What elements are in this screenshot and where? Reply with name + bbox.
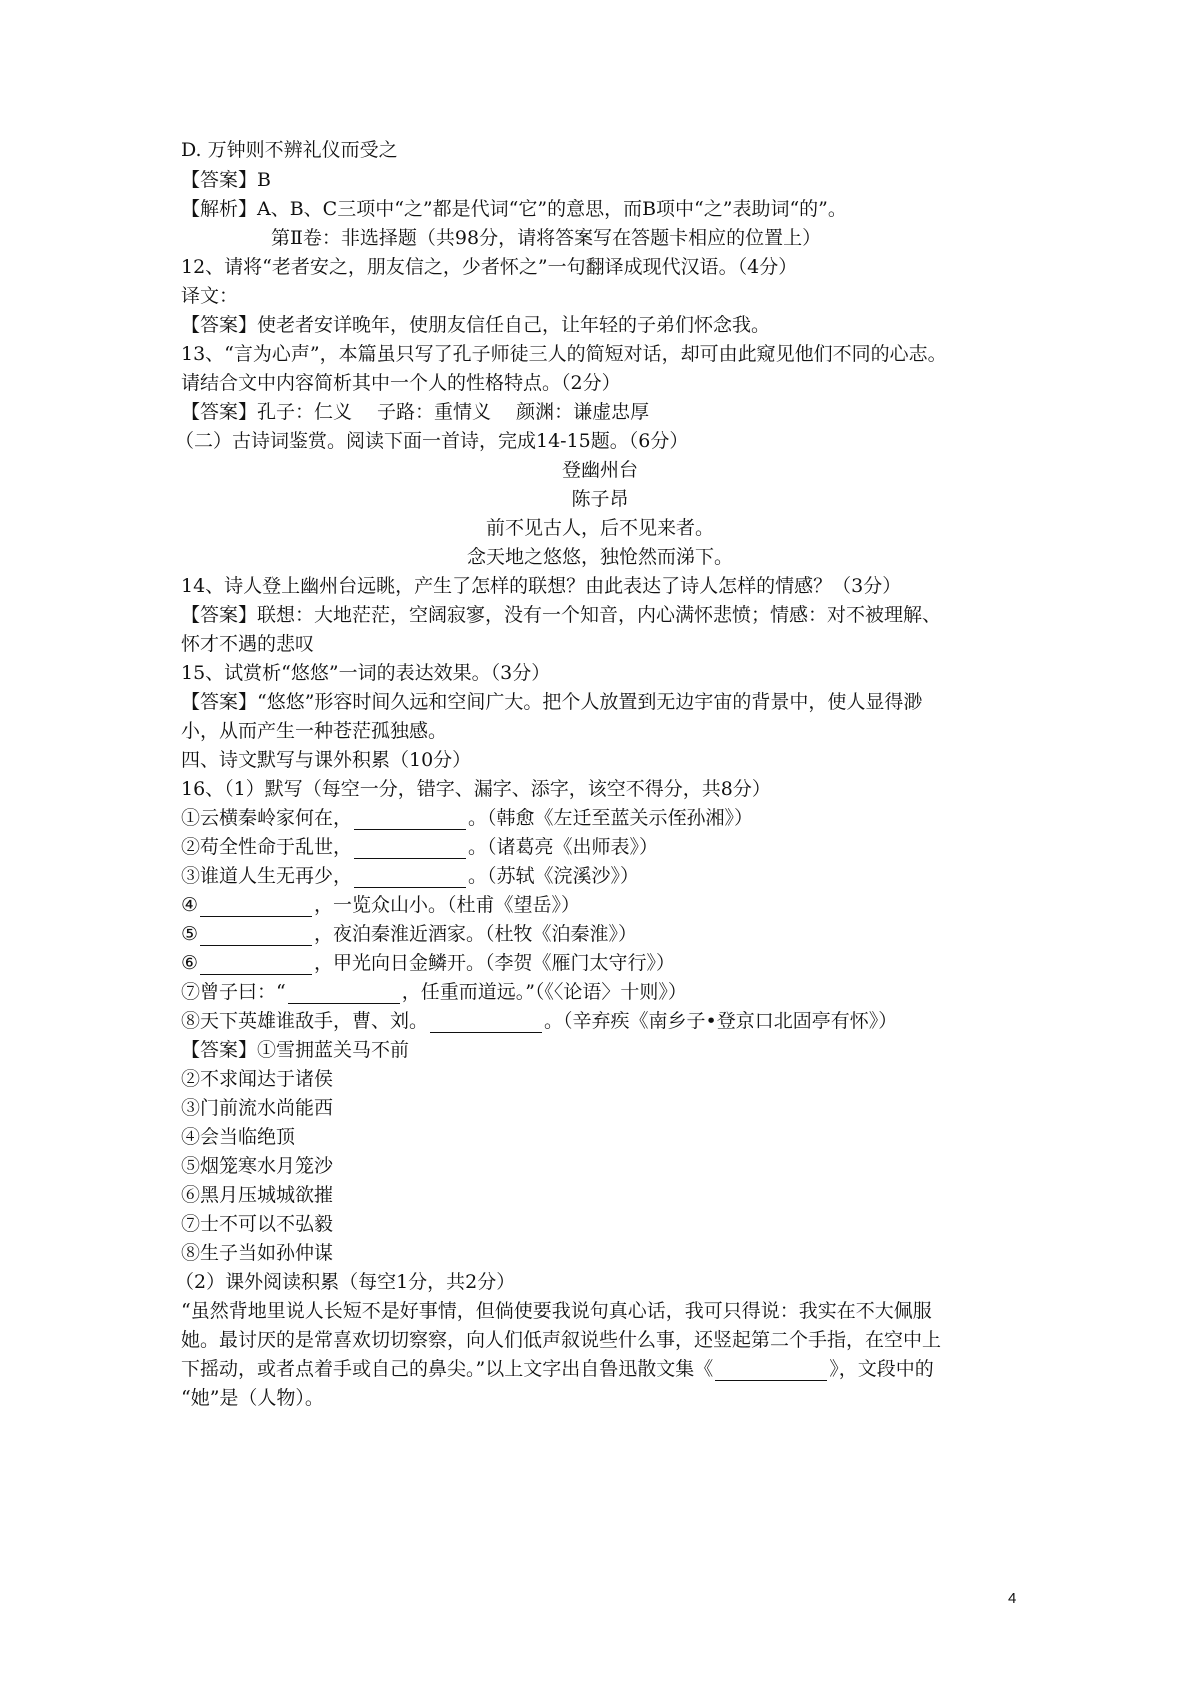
answer-16-3: ③门前流水尚能西 [181, 1097, 334, 1119]
answer-16-8: ⑧生子当如孙仲谋 [181, 1242, 334, 1264]
blank-essay-collection [715, 1360, 827, 1381]
answer-16-7: ⑦士不可以不弘毅 [181, 1213, 334, 1235]
passage-line-2: 她。最讨厌的是常喜欢切切察察，向人们低声叙说些什么事，还竖起第二个手指，在空中上 [181, 1329, 942, 1351]
fill-item-2: ②苟全性命于乱世， 。（诸葛亮《出师表》） [181, 836, 659, 858]
poem-title: 登幽州台 [561, 459, 638, 481]
answer-15-line1: 【答案】“悠悠”形容时间久远和空间广大。把个人放置到无边宇宙的背景中，使人显得渺 [181, 691, 923, 713]
blank-7 [288, 983, 400, 1004]
poem-line-1: 前不见古人，后不见来者。 [485, 517, 714, 539]
answer-12: 【答案】使老者安详晚年，使朋友信任自己，让年轻的子弟们怀念我。 [181, 314, 771, 336]
fill-item-6: ⑥ ，甲光向日金鳞开。（李贺《雁门太守行》） [181, 952, 676, 974]
question-14: 14、诗人登上幽州台远眺，产生了怎样的联想？由此表达了诗人怎样的情感？（3分） [181, 575, 902, 597]
passage-line-1: “虽然背地里说人长短不是好事情，但倘使要我说句真心话，我可只得说：我实在不大佩服 [181, 1300, 932, 1322]
poem-line-2: 念天地之悠悠，独怆然而涕下。 [466, 546, 733, 568]
fill-item-7: ⑦曾子曰：“ ，任重而道远。”（《〈论语〉十则》） [181, 981, 687, 1003]
question-15: 15、试赏析“悠悠”一词的表达效果。（3分） [181, 662, 551, 684]
answer-16-1: 【答案】①雪拥蓝关马不前 [181, 1039, 410, 1061]
fill-item-8: ⑧天下英雄谁敌手，曹、刘。 。（辛弃疾《南乡子•登京口北固亭有怀》） [181, 1010, 898, 1032]
answer-16-4: ④会当临绝顶 [181, 1126, 296, 1148]
passage-line-3: 下摇动，或者点着手或自己的鼻尖。”以上文字出自鲁迅散文集《 》，文段中的 [181, 1358, 934, 1380]
question-12: 12、请将“老者安之，朋友信之，少者怀之”一句翻译成现代汉语。（4分） [181, 256, 798, 278]
fill-item-1: ①云横秦岭家何在， 。（韩愈《左迁至蓝关示侄孙湘》） [181, 807, 754, 829]
blank-3 [354, 867, 466, 888]
answer-16-6: ⑥黑月压城城欲摧 [181, 1184, 334, 1206]
poem-section-heading: （二）古诗词鉴赏。阅读下面一首诗，完成14-15题。（6分） [175, 430, 689, 452]
answer-line: 【答案】B [181, 169, 271, 191]
passage-line-4: “她”是（人物）。 [181, 1387, 324, 1409]
answer-16-2: ②不求闻达于诸侯 [181, 1068, 334, 1090]
question-16: 16、（1）默写（每空一分，错字、漏字、添字，该空不得分，共8分） [181, 778, 771, 800]
answer-14-line1: 【答案】联想：大地茫茫，空阔寂寥，没有一个知音，内心满怀悲愤；情感：对不被理解、 [181, 604, 942, 626]
reading-section-heading: （2）课外阅读积累（每空1分，共2分） [175, 1271, 516, 1293]
answer-14-line2: 怀才不遇的悲叹 [181, 633, 315, 655]
fill-item-3: ③谁道人生无再少， 。（苏轼《浣溪沙》） [181, 865, 640, 887]
section-heading: 第Ⅱ卷：非选择题（共98分，请将答案写在答题卡相应的位置上） [271, 227, 822, 249]
blank-5 [200, 925, 312, 946]
section-four-heading: 四、诗文默写与课外积累（10分） [181, 749, 472, 771]
fill-item-5: ⑤ ，夜泊秦淮近酒家。（杜牧《泊秦淮》） [181, 923, 638, 945]
blank-6 [200, 954, 312, 975]
page-number: 4 [1008, 1590, 1017, 1607]
answer-13: 【答案】孔子：仁义 子路：重情义 颜渊：谦虚忠厚 [181, 401, 650, 423]
poem-author: 陈子昂 [571, 488, 629, 510]
question-13-line2: 请结合文中内容简析其中一个人的性格特点。（2分） [181, 372, 621, 394]
analysis-line: 【解析】A、B、C三项中“之”都是代词“它”的意思，而B项中“之”表助词“的”。 [181, 198, 847, 220]
answer-15-line2: 小，从而产生一种苍茫孤独感。 [181, 720, 448, 742]
blank-1 [354, 809, 466, 830]
blank-8 [430, 1012, 542, 1033]
question-13-line1: 13、“言为心声”，本篇虽只写了孔子师徒三人的简短对话，却可由此窥见他们不同的心志。 [181, 343, 947, 365]
fill-item-4: ④ ，一览众山小。（杜甫《望岳》） [181, 894, 581, 916]
answer-16-5: ⑤烟笼寒水月笼沙 [181, 1155, 334, 1177]
blank-2 [354, 838, 466, 859]
blank-4 [200, 896, 312, 917]
option-d: D. 万钟则不辨礼仪而受之 [181, 139, 398, 161]
translation-label: 译文： [181, 285, 239, 307]
